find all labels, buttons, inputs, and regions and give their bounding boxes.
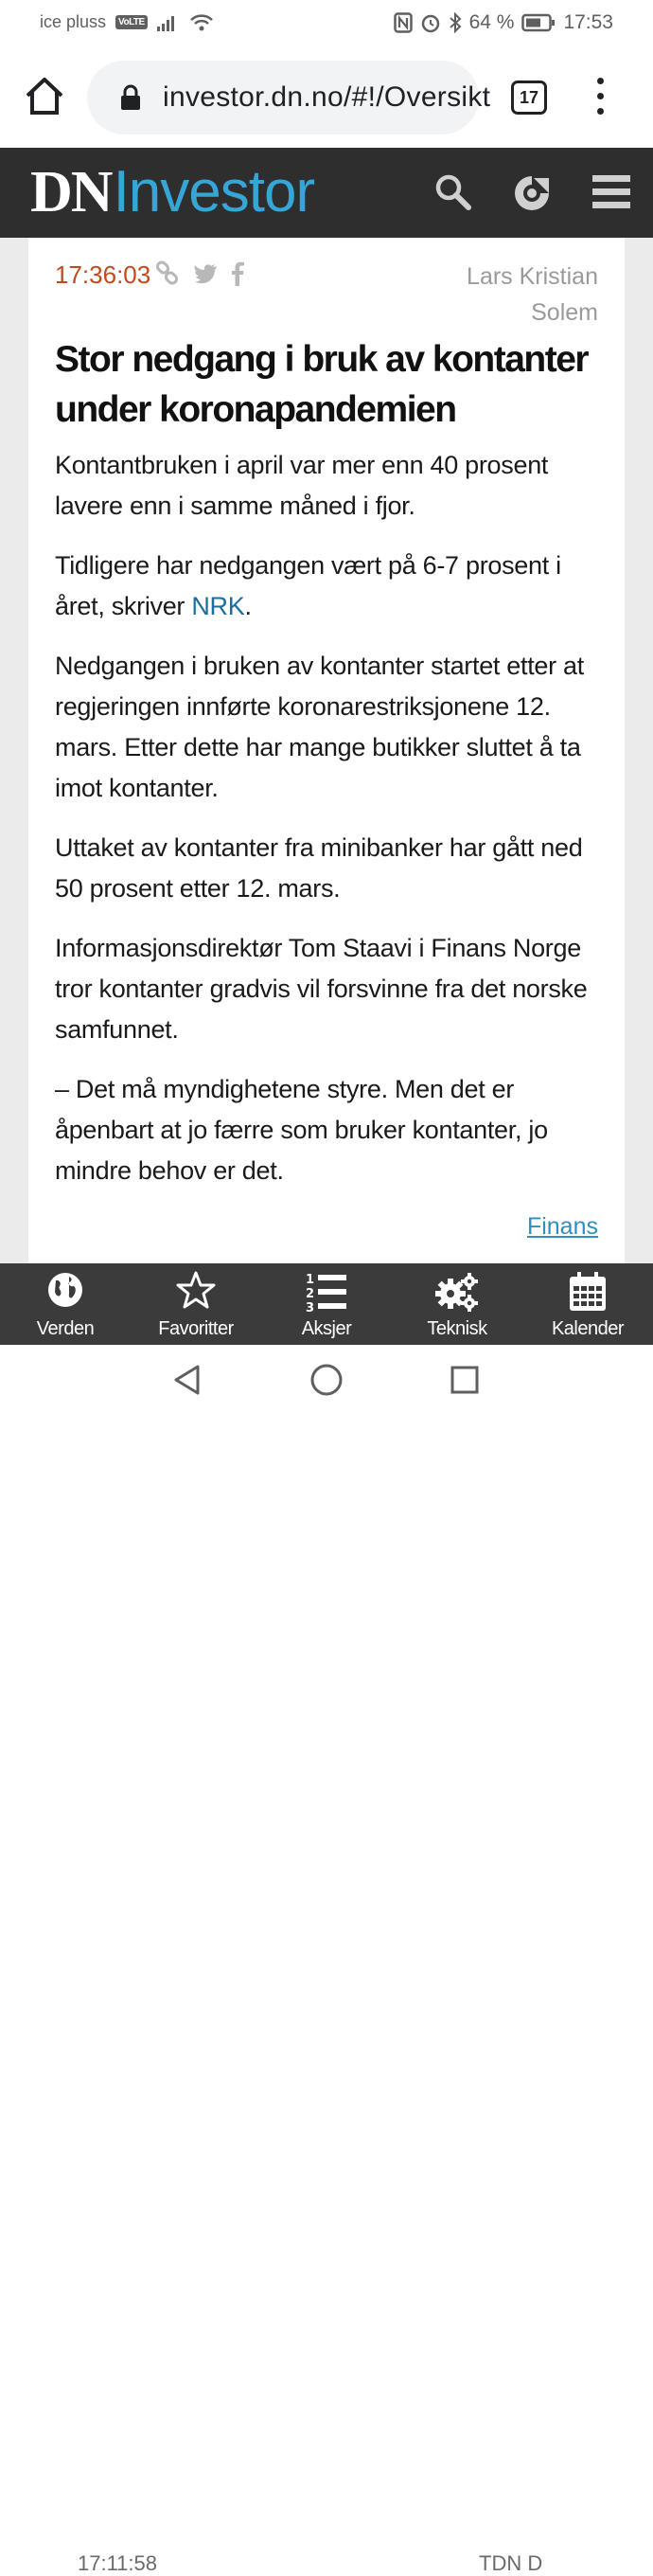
- hamburger-menu-icon[interactable]: [592, 172, 630, 210]
- status-bar: [0, 0, 653, 49]
- paragraph: Nedgangen i bruken av kontanter startet etter at regjeringen innførte koronarestriksjonene 12. mars. Etter dette har mange butikker sluttet å ta imot kontanter.: [55, 652, 584, 802]
- svg-text:3: 3: [306, 1301, 315, 1315]
- nav-item-aksjer[interactable]: 1 2 3 Aksjer: [301, 1273, 352, 1339]
- carrier-name: ice pluss: [40, 12, 107, 31]
- volte-badge: VoLTE: [115, 15, 148, 29]
- nav-item-kalender[interactable]: Kalender: [522, 1263, 653, 1345]
- facebook-icon[interactable]: [231, 261, 244, 286]
- wifi-icon: [189, 13, 214, 32]
- link-icon[interactable]: [155, 261, 180, 286]
- dn-investor-logo[interactable]: DNInvestor: [30, 159, 315, 224]
- next-item-time: 17:11:58: [78, 2551, 158, 2575]
- nfc-icon: [394, 12, 413, 33]
- twitter-icon[interactable]: [193, 263, 218, 284]
- recents-icon[interactable]: [450, 1366, 479, 1394]
- browser-toolbar: [0, 49, 653, 148]
- svg-text:1: 1: [306, 1273, 315, 1287]
- paragraph: Uttaket av kontanter fra minibanker har gått ned 50 prosent etter 12. mars.: [55, 833, 583, 903]
- system-navigation-bar: [0, 1345, 653, 1415]
- url-text: investor.dn.no/#!/Oversikt: [163, 81, 491, 113]
- bottom-navigation: [0, 1263, 653, 2575]
- site-header: [0, 148, 653, 238]
- battery-percent: 64 %: [468, 11, 515, 33]
- article-time: 17:36:03: [55, 260, 151, 289]
- tab-switcher-button[interactable]: 17: [511, 80, 547, 115]
- back-icon[interactable]: [172, 1364, 201, 1396]
- article-headline: Stor nedgang i bruk av kontanter under koronapandemien: [55, 339, 589, 430]
- alarm-icon: [420, 12, 441, 33]
- paragraph: – Det må myndighetene styre. Men det er åpenbart at jo færre som bruker kontanter, jo mindre behov er det.: [55, 1075, 548, 1185]
- globe-icon: [46, 1271, 84, 1309]
- category-tag-link[interactable]: Finans: [526, 1213, 598, 1240]
- battery-icon: [521, 13, 556, 32]
- clock: 17:53: [563, 11, 613, 33]
- article-body: [55, 445, 604, 1210]
- nav-item-verden[interactable]: Verden: [0, 1263, 131, 1345]
- article-author: Lars Kristian Solem: [467, 263, 598, 326]
- address-bar[interactable]: [87, 61, 491, 134]
- search-icon[interactable]: [433, 172, 473, 212]
- browser-menu-icon[interactable]: [591, 78, 609, 119]
- star-icon: [176, 1271, 216, 1309]
- paragraph: Informasjonsdirektør Tom Staavi i Finans Norge tror kontanter gradvis vil forsvinne fra det norske samfunnet.: [55, 934, 588, 1044]
- bluetooth-icon: [449, 12, 462, 33]
- home-icon[interactable]: [23, 75, 66, 118]
- lock-icon: [119, 84, 142, 111]
- svg-text:2: 2: [306, 1287, 315, 1301]
- paragraph: Kontantbruken i april var mer enn 40 prosent lavere enn i samme måned i fjor.: [55, 451, 549, 520]
- signal-icon: [157, 14, 180, 31]
- next-item-source: TDN D: [479, 2551, 543, 2575]
- paragraph: Tidligere har nedgangen vært på 6-7 prosent i året, skriver NRK.: [55, 551, 561, 620]
- calendar-icon: [568, 1271, 608, 1313]
- refresh-icon[interactable]: [511, 172, 553, 214]
- nav-item-favoritter[interactable]: Favoritter: [131, 1263, 261, 1345]
- home-circle-icon[interactable]: [310, 1364, 343, 1396]
- numbered-list-icon: [305, 1271, 348, 1313]
- nav-item-teknisk[interactable]: Teknisk: [392, 1263, 522, 1345]
- gears-icon: [434, 1271, 480, 1313]
- news-article-card: [28, 238, 625, 1263]
- nrk-link[interactable]: NRK: [191, 592, 245, 620]
